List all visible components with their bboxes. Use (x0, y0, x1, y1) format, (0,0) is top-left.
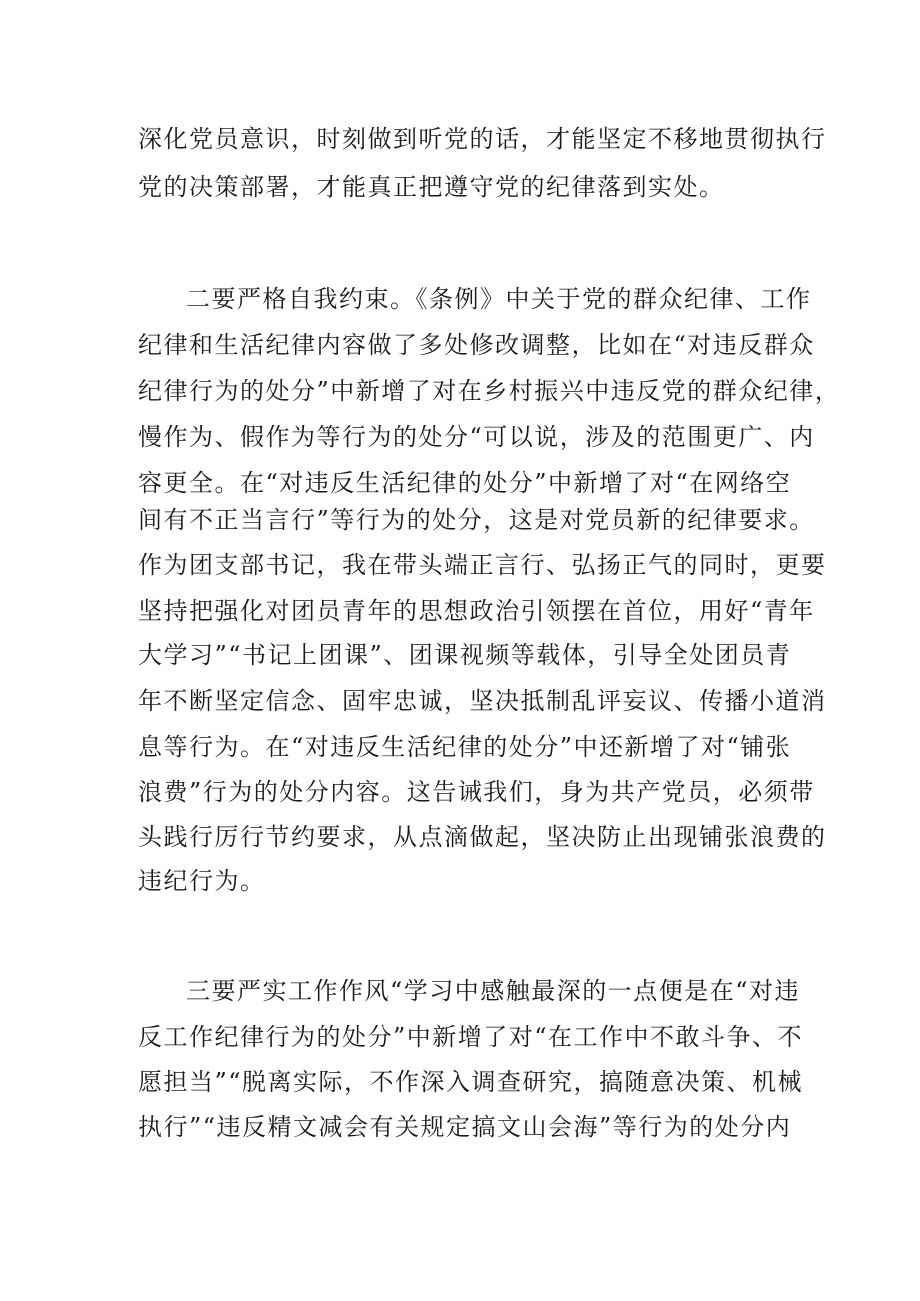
p1-line-2: 党的决策部署，才能真正把遵守党的纪律落到实处。 (138, 173, 725, 201)
p3-line-3: 愿担当”“脱离实际，不作深入调查研究，搞随意决策、机械 (138, 1068, 804, 1096)
p2-line-1: 二要严格自我约束。《条例》中关于党的群众纪律、工作 (186, 285, 812, 313)
p2-line-3: 纪律行为的处分”中新增了对在乡村振兴中违反党的群众纪律， (138, 377, 841, 405)
p2-line-8: 坚持把强化对团员青年的思想政治引领摆在首位，用好“青年 (138, 597, 815, 625)
p3-line-4: 执行”“违反精文减会有关规定搞文山会海”等行为的处分内 (138, 1113, 792, 1141)
p2-line-6: 间有不正当言行”等行为的处分，这是对党员新的纪律要求。 (138, 506, 815, 534)
p2-line-2: 纪律和生活纪律内容做了多处修改调整，比如在“对违反群众 (138, 331, 815, 359)
p2-line-11: 息等行为。在“对违反生活纪律的处分”中还新增了对“铺张 (138, 733, 792, 761)
p2-line-13: 头践行厉行节约要求，从点滴做起，坚决防止出现铺张浪费的 (138, 823, 827, 851)
p1-line-1: 深化党员意识，时刻做到听党的话，才能坚定不移地贯彻执行 (138, 125, 827, 153)
p2-line-7: 作为团支部书记，我在带头端正言行、弘扬正气的同时，更要 (138, 551, 827, 579)
p2-line-4: 慢作为、假作为等行为的处分“可以说，涉及的范围更广、内 (138, 423, 815, 451)
p2-line-10: 年不断坚定信念、固牢忠诚，坚决抵制乱评妄议、传播小道消 (138, 687, 827, 715)
p2-line-14: 违纪行为。 (138, 867, 266, 895)
p3-line-2: 反工作纪律行为的处分”中新增了对“在工作中不敢斗争、不 (138, 1023, 804, 1051)
p2-line-12: 浪费”行为的处分内容。这告诫我们，身为共产党员，必须带 (138, 778, 815, 806)
p3-line-1: 三要严实工作作风“学习中感触最深的一点便是在“对违 (186, 977, 801, 1005)
p2-line-9: 大学习”“书记上团课”、团课视频等载体，引导全处团员青 (138, 641, 792, 669)
p2-line-5: 容更全。在“对违反生活纪律的处分”中新增了对“在网络空 (138, 469, 792, 497)
